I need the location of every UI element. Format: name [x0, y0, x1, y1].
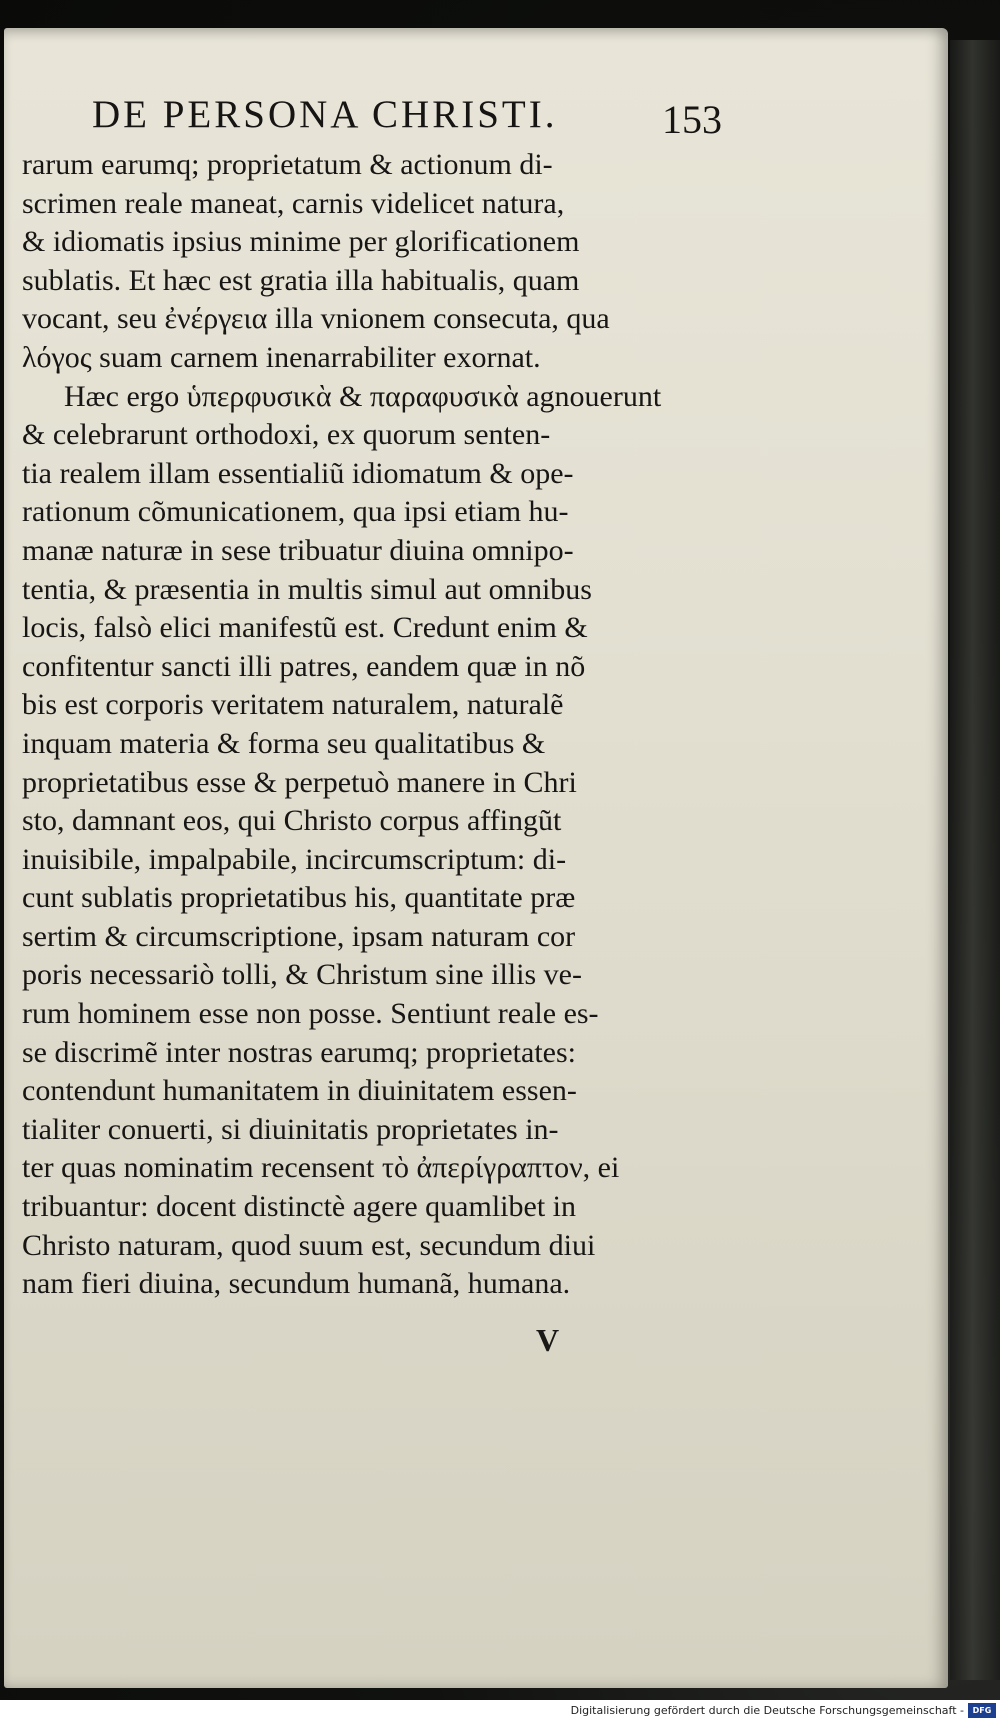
text-line: tribuantur: docent distinctè agere quamlibet in — [22, 1190, 576, 1224]
footer-credit: Digitalisierung gefördert durch die Deutsche Forschungsgemeinschaft - — [570, 1704, 964, 1717]
text-line: ter quas nominatim recensent τὸ ἀπερίγραπτον, ei — [22, 1151, 620, 1185]
text-line: Christo naturam, quod suum est, secundum diui — [22, 1228, 596, 1262]
text-line: contendunt humanitatem in diuinitatem essen- — [22, 1074, 577, 1108]
text-line: poris necessariò tolli, & Christum sine illis ve- — [22, 958, 582, 992]
text-line: se discrimẽ inter nostras earumq; proprietates: — [22, 1035, 576, 1069]
text-line: confitentur sancti illi patres, eandem quæ in nõ — [22, 649, 586, 683]
text-line: proprietatibus esse & perpetuò manere in Chri — [22, 765, 577, 799]
signature-mark: V — [536, 1322, 560, 1358]
text-line: λόγος suam carnem inenarrabiliter exornat. — [22, 340, 541, 374]
text-line: vocant, seu ἐνέργεια illa vnionem consecuta, qua — [22, 302, 610, 336]
text-line: inquam materia & forma seu qualitatibus & — [22, 726, 546, 760]
text-line: cunt sublatis proprietatibus his, quantitate præ — [22, 881, 576, 915]
text-line: & idiomatis ipsius minime per glorificationem — [22, 225, 580, 259]
running-title: DE PERSONA CHRISTI. — [92, 93, 558, 136]
text-line: rum hominem esse non posse. Sentiunt reale es- — [22, 997, 599, 1031]
dfg-logo-icon: DFG — [968, 1703, 996, 1718]
book-page-edge — [950, 40, 1000, 1680]
text-line: tentia, & præsentia in multis simul aut omnibus — [22, 572, 592, 606]
text-line: scrimen reale maneat, carnis videlicet natura, — [22, 186, 565, 220]
text-line: rationum cõmunicationem, qua ipsi etiam hu- — [22, 495, 569, 529]
text-line: bis est corporis veritatem naturalem, naturalẽ — [22, 688, 564, 722]
text-line: inuisibile, impalpabile, incircumscriptum: di- — [22, 842, 567, 876]
text-line: rarum earumq; proprietatum & actionum di- — [22, 148, 553, 181]
text-line: tia realem illam essentialiũ idiomatum & ope- — [22, 456, 574, 490]
body-text — [22, 146, 712, 1304]
text-line: Hæc ergo ὑπερφυσικὰ & παραφυσικὰ agnouerunt — [64, 379, 662, 413]
text-line: tialiter conuerti, si diuinitatis proprietates in- — [22, 1112, 559, 1146]
text-line: & celebrarunt orthodoxi, ex quorum senten- — [22, 418, 551, 452]
text-line: locis, falsò elici manifestũ est. Credunt enim & — [22, 611, 588, 645]
page-number: 153 — [662, 97, 722, 142]
text-line: sertim & circumscriptione, ipsam naturam cor — [22, 919, 576, 953]
text-line: manæ naturæ in sese tribuatur diuina omnipo- — [22, 533, 574, 567]
text-line: sublatis. Et hæc est gratia illa habitualis, quam — [22, 263, 580, 297]
running-header — [92, 92, 722, 137]
text-line: nam fieri diuina, secundum humanã, humana. — [22, 1267, 571, 1301]
text-line: sto, damnant eos, qui Christo corpus affingũt — [22, 804, 562, 838]
